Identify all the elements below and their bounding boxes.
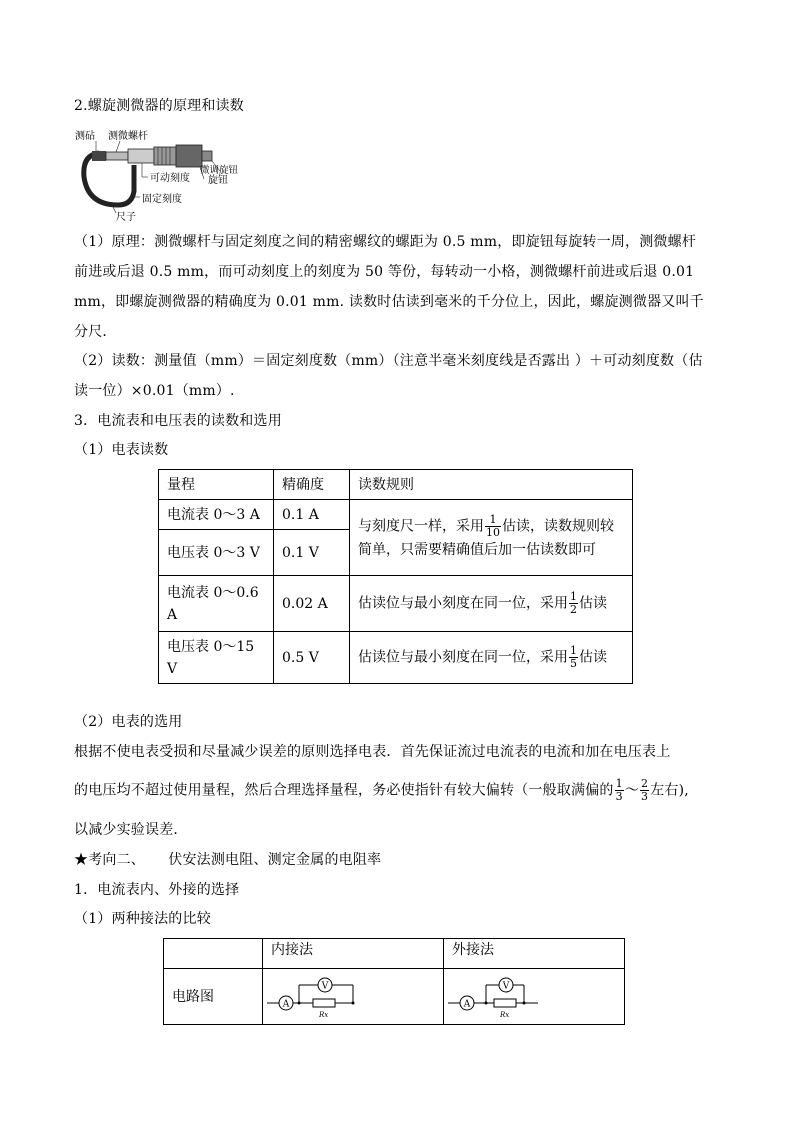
- table-cell-range: 电压表 0～3 V: [159, 530, 274, 576]
- paragraph-reading-line2: 读一位）×0.01（mm）.: [74, 383, 235, 399]
- table-cell-precision: 0.02 A: [274, 576, 350, 632]
- section-title-voltammetry: ★考向二、 伏安法测电阻、测定金属的电阻率: [74, 852, 382, 868]
- subheading-meter-reading: （1）电表读数: [74, 442, 169, 458]
- meter-reading-table: [158, 469, 633, 684]
- table-cell-rule-1-5: 估读位与最小刻度在同一位，采用 $\frac{1}{5}$ 估读: [350, 632, 633, 684]
- paragraph-reading-line1: （2）读数：测量值（mm）＝固定刻度数（mm）（注意半毫米刻度线是否露出 ）＋可动刻度数（估: [74, 353, 703, 369]
- label-thimble-scale: 可动刻度: [150, 173, 190, 184]
- table-cell-precision: 0.5 V: [274, 632, 350, 684]
- fraction-1-2: $\frac{1}{2}$: [570, 590, 577, 616]
- fraction-2-3: $\frac{2}{3}$: [641, 777, 649, 803]
- fraction-1-5: $\frac{1}{5}$: [570, 644, 577, 670]
- fraction-1-3: $\frac{1}{3}$: [615, 777, 623, 803]
- paragraph-principle-line4: 分尺．: [74, 324, 117, 340]
- label-frame: 尺子: [116, 212, 136, 223]
- inner-connection-circuit-diagram: [267, 975, 367, 1019]
- table-cell-outer-circuit: [444, 969, 625, 1025]
- paragraph-principle-line3: mm，即螺旋测微器的精确度为 0.01 mm. 读数时估读到毫米的千分位上，因此，螺旋测微器又叫千: [74, 294, 704, 310]
- paragraph-selection-line3: 以减少实验误差．: [74, 822, 188, 838]
- table-cell-precision: 0.1 V: [274, 530, 350, 576]
- subheading-meter-selection: （2）电表的选用: [74, 714, 183, 730]
- table-header-inner: 内接法: [263, 939, 444, 969]
- table-cell-circuit-label: 电路图: [164, 969, 263, 1025]
- voltmeter-symbol: V: [321, 981, 329, 991]
- fraction-1-10: $\frac{1}{10}$: [486, 513, 500, 539]
- ammeter-symbol: A: [463, 999, 471, 1009]
- outer-connection-circuit-diagram: [448, 975, 548, 1019]
- label-anvil: 测砧: [75, 131, 95, 142]
- table-cell-rule-1-2: 估读位与最小刻度在同一位，采用 $\frac{1}{2}$ 估读: [350, 576, 633, 632]
- paragraph-selection-line1: 根据不使电表受损和尽量减少误差的原则选择电表．首先保证流过电流表的电流和加在电压表上: [74, 744, 671, 760]
- label-sleeve-scale: 固定刻度: [142, 194, 182, 205]
- table-header-outer: 外接法: [444, 939, 625, 969]
- ammeter-symbol: A: [282, 999, 290, 1009]
- table-cell-range: 电流表 0～0.6 A: [159, 576, 274, 632]
- paragraph-selection-line2: 的电压均不超过使用量程，然后合理选择量程，务必使指针有较大偏转（一般取满偏的 $\frac{1}{3}$ ～ $\frac{2}{3}$ 左右),: [74, 777, 689, 803]
- micrometer-illustration: [72, 125, 239, 223]
- table-cell-precision: 0.1 A: [274, 500, 350, 530]
- table-header-precision: 精确度: [274, 470, 350, 500]
- paragraph-principle-line1: （1）原理：测微螺杆与固定刻度之间的精密螺纹的螺距为 0.5 mm，即旋钮每旋转一周，测微螺杆: [74, 234, 697, 250]
- subheading-ammeter-connection: 1．电流表内、外接的选择: [74, 882, 240, 898]
- resistor-label: Rx: [319, 1010, 329, 1019]
- label-spindle: 测微螺杆: [108, 131, 148, 142]
- table-header-rule: 读数规则: [350, 470, 633, 500]
- table-cell-range: 电压表 0～15 V: [159, 632, 274, 684]
- label-knob: 旋钮: [208, 175, 228, 186]
- label-ratchet: 微调旋钮: [200, 165, 239, 176]
- table-header-range: 量程: [159, 470, 274, 500]
- paragraph-principle-line2: 前进或后退 0.5 mm，而可动刻度上的刻度为 50 等份，每转动一小格，测微螺杆前进或后退 0.01: [74, 264, 695, 280]
- subheading-comparison: （1）两种接法的比较: [74, 911, 211, 927]
- connection-comparison-table: [163, 938, 625, 1025]
- section-title-meters: 3．电流表和电压表的读数和选用: [74, 413, 282, 429]
- section-title-micrometer: 2.螺旋测微器的原理和读数: [74, 98, 244, 114]
- table-cell-range: 电流表 0～3 A: [159, 500, 274, 530]
- table-cell-rule-1-10: 与刻度尺一样，采用 $\frac{1}{10}$ 估读，读数规则较 简单，只需要精确值后加一估读数即可: [350, 500, 633, 576]
- resistor-label: Rx: [500, 1010, 510, 1019]
- table-header-blank: [164, 939, 263, 969]
- table-cell-inner-circuit: [263, 969, 444, 1025]
- voltmeter-symbol: V: [502, 981, 510, 991]
